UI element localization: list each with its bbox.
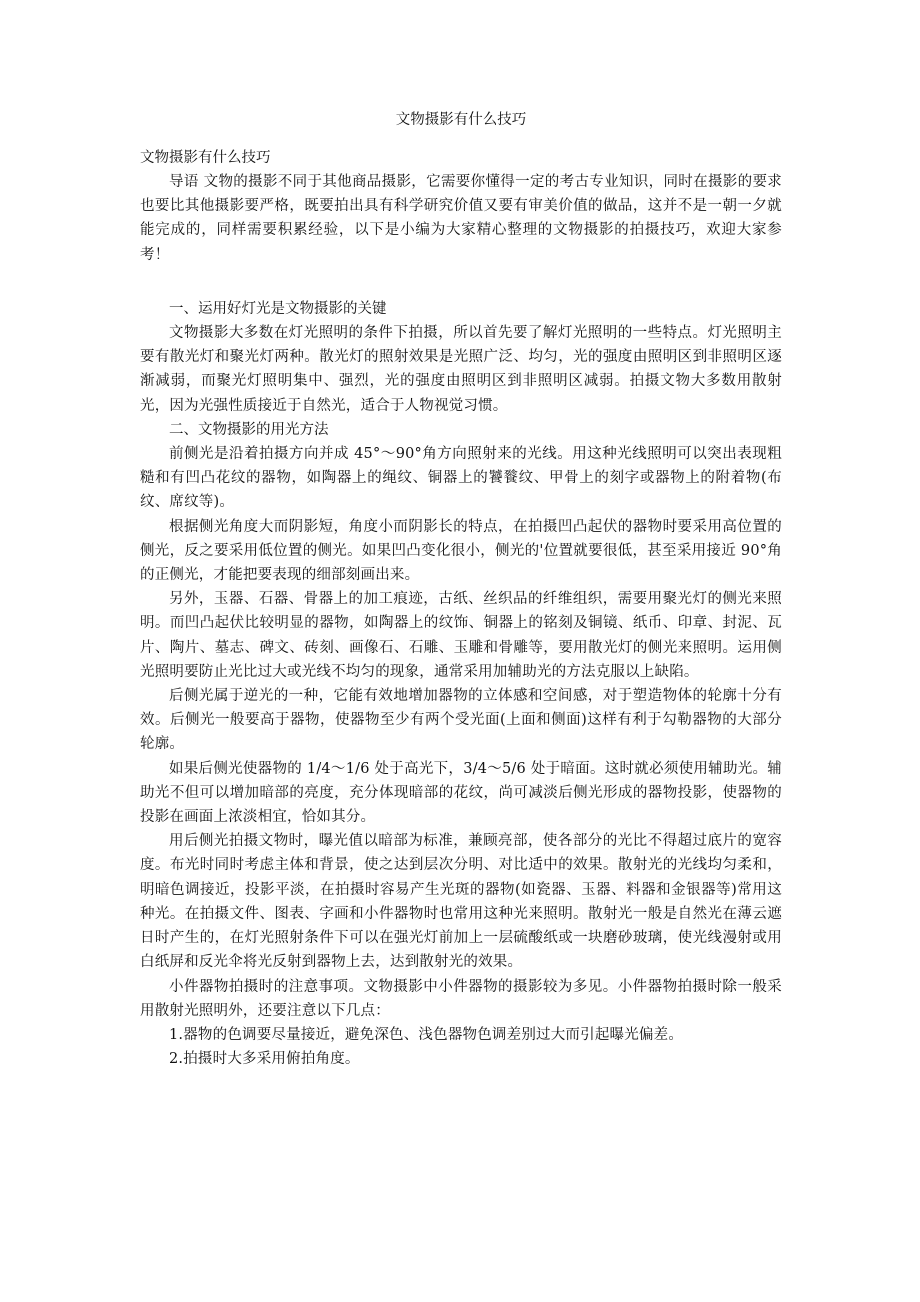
list-item: 1.器物的色调要尽量接近，避免深色、浅色器物色调差别过大而引起曝光偏差。 (169, 1026, 684, 1043)
intro-paragraph: 导语 文物的摄影不同于其他商品摄影，它需要你懂得一定的考古专业知识，同时在摄影的要求也要比其他摄影要严格，既要拍出具有科学研究价值又要有审美价值的做品，这并不是一朝一夕就能完成的，同样需要积累经验，以下是小编为大家精心整理的文物摄影的拍摄技巧，欢迎大家参考！ (140, 174, 782, 263)
diffused-light-paragraph: 用后侧光拍摄文物时，曝光值以暗部为标准，兼顾亮部，使各部分的光比不得超过底片的宽容度。布光时同时考虑主体和背景，使之达到层次分明、对比适中的效果。散射光的光线均匀柔和，明暗色调接近，投影平淡，在拍摄时容易产生光斑的器物(如瓷器、玉器、料器和金银器等)常用这种光。在拍摄文件、图表、字画和小件器物时也常用这种光来照明。散射光一般是自然光在薄云遮日时产生的，在灯光照射条件下可以在强光灯前加上一层硫酸纸或一块磨砂玻璃，使光线漫射或用白纸屏和反光伞将光反射到器物上去，达到散射光的效果。 (140, 833, 782, 971)
document-subtitle: 文物摄影有什么技巧 (140, 150, 271, 166)
small-objects-paragraph: 小件器物拍摄时的注意事项。文物摄影中小件器物的摄影较为多见。小件器物拍摄时除一般采用散射光照明外，还要注意以下几点： (140, 978, 782, 1019)
section-spacer (140, 267, 782, 297)
document-page (140, 108, 782, 1071)
section1-paragraph: 文物摄影大多数在灯光照明的条件下拍摄，所以首先要了解灯光照明的一些特点。灯光照明主要有散光灯和聚光灯两种。散光灯的照射效果是光照广泛、均匀，光的强度由照明区到非照明区逐渐减弱，而聚光灯照明集中、强烈，光的强度由照明区到非照明区减弱。拍摄文物大多数用散射光，因为光强性质接近于自然光，适合于人物视觉习惯。 (140, 325, 782, 414)
section2-heading: 二、文物摄影的用光方法 (169, 421, 329, 438)
back-side-light-paragraph: 后侧光属于逆光的一种，它能有效地增加器物的立体感和空间感，对于塑造物体的轮廓十分有效。后侧光一般要高于器物，使器物至少有两个受光面(上面和侧面)这样有利于勾勒器物的大部分轮廓。 (140, 688, 782, 753)
spotlight-paragraph: 另外，玉器、石器、骨器上的加工痕迹，古纸、丝织品的纤维组织，需要用聚光灯的侧光来照明。而凹凸起伏比较明显的器物，如陶器上的纹饰、铜器上的铭刻及铜镜、纸币、印章、封泥、瓦片、陶片、墓志、碑文、砖刻、画像石、石雕、玉雕和骨雕等，要用散光灯的侧光来照明。运用侧光照明要防止光比过大或光线不均匀的现象，通常采用加辅助光的方法克服以上缺陷。 (140, 591, 782, 680)
document-title: 文物摄影有什么技巧 (395, 112, 527, 128)
fill-light-paragraph: 如果后侧光使器物的 1/4～1/6 处于高光下，3/4～5/6 处于暗面。这时就必须使用辅助光。辅助光不但可以增加暗部的亮度，充分体现暗部的花纹，尚可减淡后侧光形成的器物投影，使器物的投影在画面上浓淡相宜，恰如其分。 (140, 760, 782, 826)
side-light-angle-paragraph: 根据侧光角度大而阴影短，角度小而阴影长的特点，在拍摄凹凸起伏的器物时要采用高位置的侧光，反之要采用低位置的侧光。如果凹凸变化很小，侧光的'位置就要很低，甚至采用接近 90°角的正侧光，才能把要表现的细部刻画出来。 (140, 518, 782, 584)
list-item: 2.拍摄时大多采用俯拍角度。 (169, 1051, 360, 1068)
section1-heading: 一、运用好灯光是文物摄影的关键 (169, 300, 387, 317)
front-side-light-paragraph: 前侧光是沿着拍摄方向并成 45°～90°角方向照射来的光线。用这种光线照明可以突出表现粗糙和有凹凸花纹的器物，如陶器上的绳纹、铜器上的饕餮纹、甲骨上的刻字或器物上的附着物(布纹、席纹等)。 (140, 446, 782, 511)
